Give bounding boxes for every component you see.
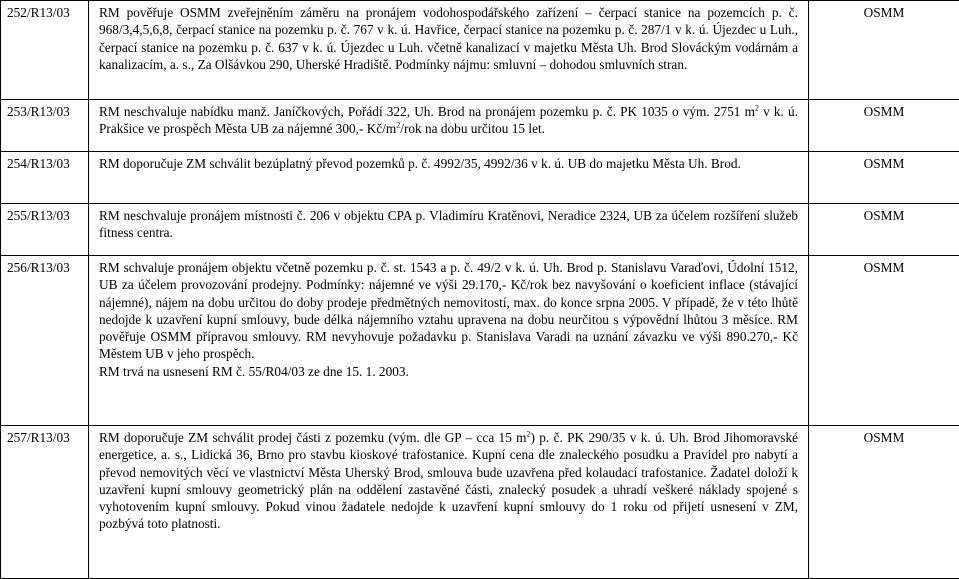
table-row — [1, 152, 959, 204]
table-row — [1, 1, 959, 100]
responsible-department: OSMM — [809, 204, 959, 256]
table-row — [1, 100, 959, 152]
text-part: RM doporučuje ZM schválit prodej části z pozemku (vým. dle GP – cca 15 m — [99, 430, 527, 445]
resolution-number: 257/R13/03 — [1, 426, 89, 579]
resolution-number: 255/R13/03 — [1, 204, 89, 256]
resolution-text: RM pověřuje OSMM zveřejněním záměru na pronájem vodohospodářského zařízení – čerpací stanice na pozemcích p. č. 968/3,4,5,6,8, čerpací stanice na pozemku p. č. 767 v k. ú. Havřice, čerpací stanice na pozemku p. č. 287/1 v k. ú. Újezdec u Luh., čerpací stanice na pozemku p. č. 637 v k. ú. Újezdec u Luh. včetně kanalizací v majetku Města Uh. Brod Slováckým vodárnám a kanalizacím, a. s., Za Olšávkou 290, Uherské Hradiště. Podmínky nájmu: smluvní – dohodou smluvních stran. — [89, 1, 809, 100]
responsible-department: OSMM — [809, 1, 959, 100]
text-part: ) p. č. PK 290/35 v k. ú. Uh. Brod Jihomoravské energetice, a. s., Lidická 36, Brno pro stavbu kioskové trafostanice. Kupní cena dle znaleckého posudku a Pravidel pro nabytí a převod nemovitých věcí ve vlastnictví Města Uherský Brod, smlouva bude uzavřena před kolaudací trafostanice. Žadatel doloží k uzavření kupní smlouvy geometrický plán na oddělení zastavěné části, znalecký posudek a uhradí veškeré náklady spojené s vyhotovením kupní smlouvy. Pokud vinou žadatele nedojde k uzavření kupní smlouvy do 1 roku od přijetí usnesení v ZM, pozbývá toto platnosti. — [99, 430, 798, 532]
resolution-text: RM doporučuje ZM schválit bezúplatný převod pozemků p. č. 4992/35, 4992/36 v k. ú. UB do majetku Města Uh. Brod. — [89, 152, 809, 204]
resolution-text: RM neschvaluje pronájem místnosti č. 206 v objektu CPA p. Vladimíru Kratěnovi, Neradice 2324, UB za účelem rozšíření služeb fitness centra. — [89, 204, 809, 256]
text-part: /rok na dobu určitou 15 let. — [400, 121, 546, 137]
responsible-department: OSMM — [809, 100, 959, 152]
superscript: 2 — [526, 429, 531, 439]
resolution-text — [89, 426, 809, 579]
resolution-text — [89, 256, 809, 426]
resolution-note: RM trvá na usnesení RM č. 55/R04/03 ze dne 15. 1. 2003. — [99, 363, 409, 379]
resolution-number: 256/R13/03 — [1, 256, 89, 426]
table-row — [1, 426, 959, 579]
responsible-department: OSMM — [809, 152, 959, 204]
text-part: RM neschvaluje nabídku manž. Janíčkových, Pořádí 322, Uh. Brod na pronájem pozemku p. č. PK 1035 o vým. 2751 m — [99, 104, 755, 119]
responsible-department: OSMM — [809, 426, 959, 579]
text-part: RM schvaluje pronájem objektu včetně pozemku p. č. st. 1543 a p. č. 49/2 v k. ú. Uh. Brod p. Stanislavu Varaďovi, Údolní 1512, UB za účelem provozování prodejny. Podmínky: nájemné ve výši 29.170,- Kč/rok bez navyšování o koeficient inflace (stávající nájemné), nájem na dobu určitou do doby prodeje předmětných nemovitostí, max. do konce srpna 2005. V případě, že v této lhůtě nedojde k uzavření kupní smlouvy, bude délka nájemního vztahu upravena na dobu neurčitou s výpovědní lhůtou 3 měsíce. RM pověřuje OSMM přípravou smlouvy. RM nevyhovuje požadavku p. Stanislava Varadi na uznání závazku ve výši 890.270,- Kč Městem UB v jeho prospěch. — [99, 260, 798, 362]
table-row — [1, 256, 959, 426]
resolution-number: 252/R13/03 — [1, 1, 89, 100]
resolution-number: 253/R13/03 — [1, 100, 89, 152]
resolution-text — [89, 100, 809, 152]
superscript: 2 — [396, 120, 401, 130]
superscript: 2 — [754, 103, 759, 113]
text-part: v k. ú. Prakšice ve prospěch Města UB za nájemné 300,- Kč/m — [99, 104, 798, 137]
responsible-department: OSMM — [809, 256, 959, 426]
resolution-number: 254/R13/03 — [1, 152, 89, 204]
table-row — [1, 204, 959, 256]
